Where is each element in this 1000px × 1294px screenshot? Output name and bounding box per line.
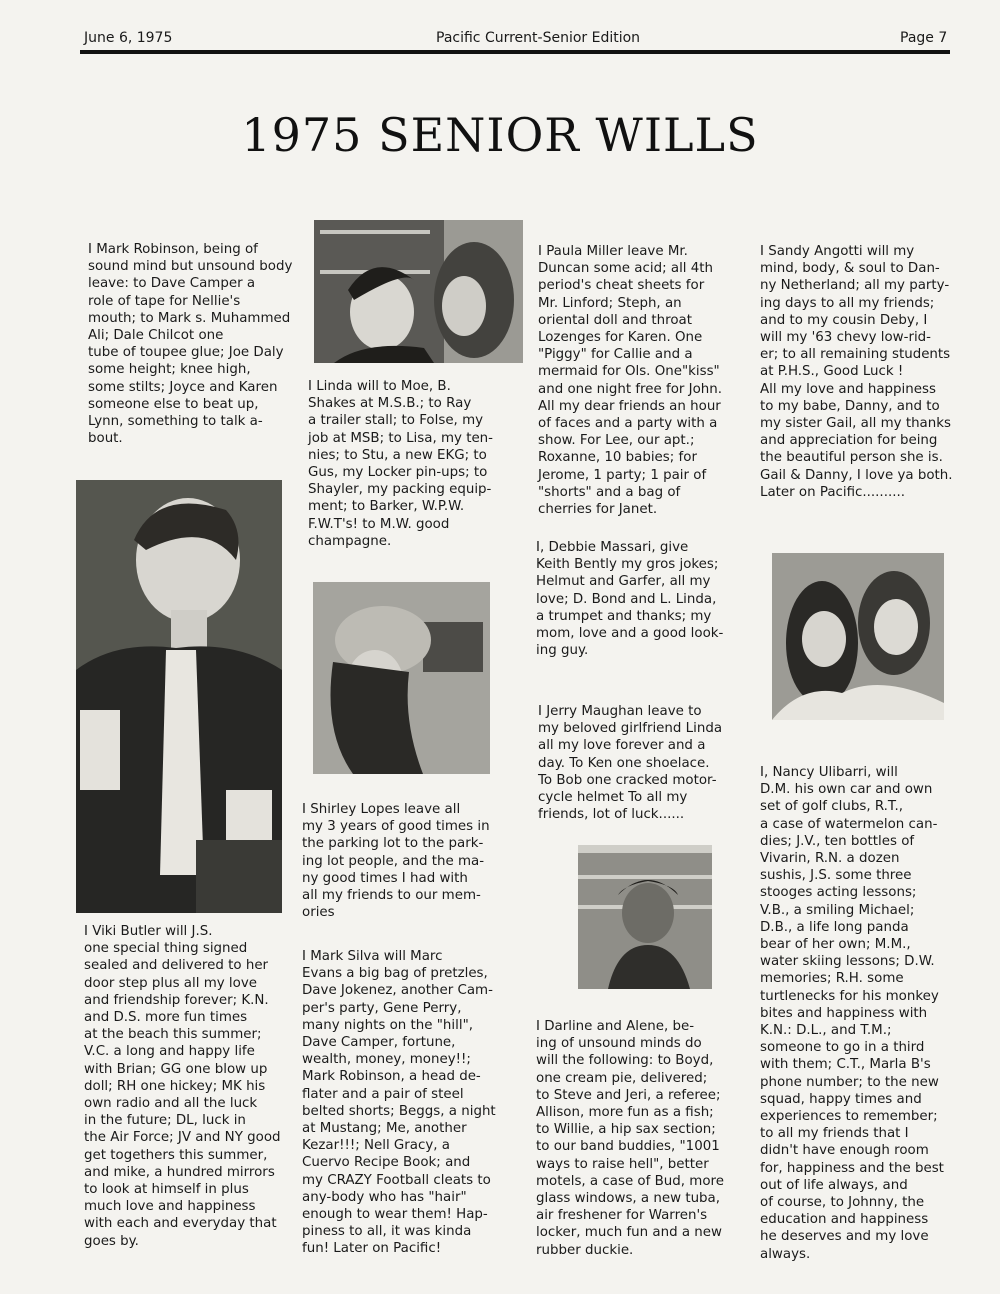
will-mark-silva: I Mark Silva will Marc Evans a big bag of pretzles, Dave Jokenez, another Cam- per's party, Gene Perry, many nights on the "hill", Dave Camper, fortune, wealth, money, money!!; Mark Robinson, a head de- flater and a pair of steel belted shorts; Beggs, a night at Mustang; Me, another Kezar!!!; Nell Gracy, a Cuervo Recipe Book; and my CRAZY Football cleats to any-body who has "hair" enough to wear them! Hap- piness to all, it was kinda fun! Later on Pacific! xyxy=(302,949,496,1257)
will-nancy-ulibarri: I, Nancy Ulibarri, will D.M. his own car and own set of golf clubs, R.T., a case of watermelon can- dies; J.V., ten bottles of Vivarin, R.N. a dozen sushis, J.S. some three stooges acting lessons; V.B., a smiling Michael; D.B., a life long panda bear of her own; M.M., water skiing lessons; D.W. memories; R.H. some turtlenecks for his monkey bites and happiness with K.N.: D.L., and T.M.; someone to go in a third with them; C.T., Marla B's phone number; to the new squad, happy times and experiences to remember; to all my friends that I didn't have enough room for, happiness and the best out of life always, and of course, to Johnny, the education and happiness he deserves and my love always. xyxy=(760,765,944,1262)
page-number: Page 7 xyxy=(900,30,948,46)
photo-shirley-lopes xyxy=(313,582,490,774)
issue-date: June 6, 1975 xyxy=(84,30,173,46)
portrait-two-students-library xyxy=(314,220,523,363)
will-sandy-angotti: I Sandy Angotti will my mind, body, & soul to Dan- ny Netherland; all my party- ing days to all my friends; and to my cousin Deby, I will my '63 chevy low-rid- er; to all remaining students at P.H.S., Good Luck ! All my love and happiness to my babe, Danny, and to my sister Gail, all my thanks and appreciation for being the beautiful person she is. Gail & Danny, I love ya both. Later on Pacific.......... xyxy=(760,244,953,500)
will-shirley-lopes: I Shirley Lopes leave all my 3 years of good times in the parking lot to the park- ing lot people, and the ma- ny good times I had with all my friends to our mem- ories xyxy=(302,802,490,921)
photo-nancy-and-friend xyxy=(772,553,944,720)
will-mark-robinson: I Mark Robinson, being of sound mind but unsound body leave: to Dave Camper a role of tape for Nellie's mouth; to Mark s. Muhammed Ali; Dale Chilcot one tube of toupee glue; Joe Daly some height; knee high, some stilts; Joyce and Karen someone else to beat up, Lynn, something to talk a- bout. xyxy=(88,242,293,447)
photo-darline xyxy=(578,845,712,989)
photo-linda-couple xyxy=(314,220,523,363)
portrait-letterman-jacket xyxy=(76,480,282,913)
will-linda: I Linda will to Moe, B. Shakes at M.S.B.; to Ray a trailer stall; to Folse, my job at MSB; to Lisa, my ten- nies; to Stu, a new EKG; to Gus, my Locker pin-ups; to Shayler, my packing equip- ment; to Barker, W.P.W. F.W.T's! to M.W. good champagne. xyxy=(308,379,493,549)
publication-name: Pacific Current-Senior Edition xyxy=(436,30,641,46)
portrait-student-bookshelf xyxy=(578,845,712,989)
photo-viki-butler-boyfriend xyxy=(76,480,282,913)
will-paula-miller: I Paula Miller leave Mr. Duncan some acid; all 4th period's cheat sheets for Mr. Linford; Steph, an oriental doll and throat Lozenges for Karen. One "Piggy" for Callie and a mermaid for Ols. One"kiss" and one night free for John. All my dear friends an hour of faces and a party with a show. For Lee, our apt.; Roxanne, 10 babies; for Jerome, 1 party; 1 pair of "shorts" and a bag of cherries for Janet. xyxy=(538,244,723,518)
will-viki-butler: I Viki Butler will J.S. one special thing signed sealed and delivered to her door step plus all my love and friendship forever; K.N. and D.S. more fun times at the beach this summer; V.C. a long and happy life with Brian; GG one blow up doll; RH one hickey; MK his own radio and all the luck in the future; DL, luck in the Air Force; JV and NY good get togethers this summer, and mike, a hundred mirrors to look at himself in plus much love and happiness with each and everyday that goes by. xyxy=(84,924,281,1249)
page-title: 1975 SENIOR WILLS xyxy=(241,108,759,162)
will-debbie-massari: I, Debbie Massari, give Keith Bently my gros jokes; Helmut and Garfer, all my love; D. Bond and L. Linda, a trumpet and thanks; my mom, love and a good look- ing guy. xyxy=(536,540,724,659)
will-darline-alene: I Darline and Alene, be- ing of unsound minds do will the following: to Boyd, one cream pie, delivered; to Steve and Jeri, a referee; Allison, more fun as a fish; to Willie, a hip sax section; to our band buddies, "1001 ways to raise hell", better motels, a case of Bud, more glass windows, a new tuba, air freshener for Warren's locker, much fun and a new rubber duckie. xyxy=(536,1019,724,1258)
portrait-two-girls xyxy=(772,553,944,720)
will-jerry-maughan: I Jerry Maughan leave to my beloved girlfriend Linda all my love forever and a day. To Ken one shoelace. To Bob one cracked motor- cycle helmet To all my friends, lot of luck...... xyxy=(538,704,723,823)
portrait-knit-cap xyxy=(313,582,490,774)
header-rule xyxy=(80,50,950,54)
